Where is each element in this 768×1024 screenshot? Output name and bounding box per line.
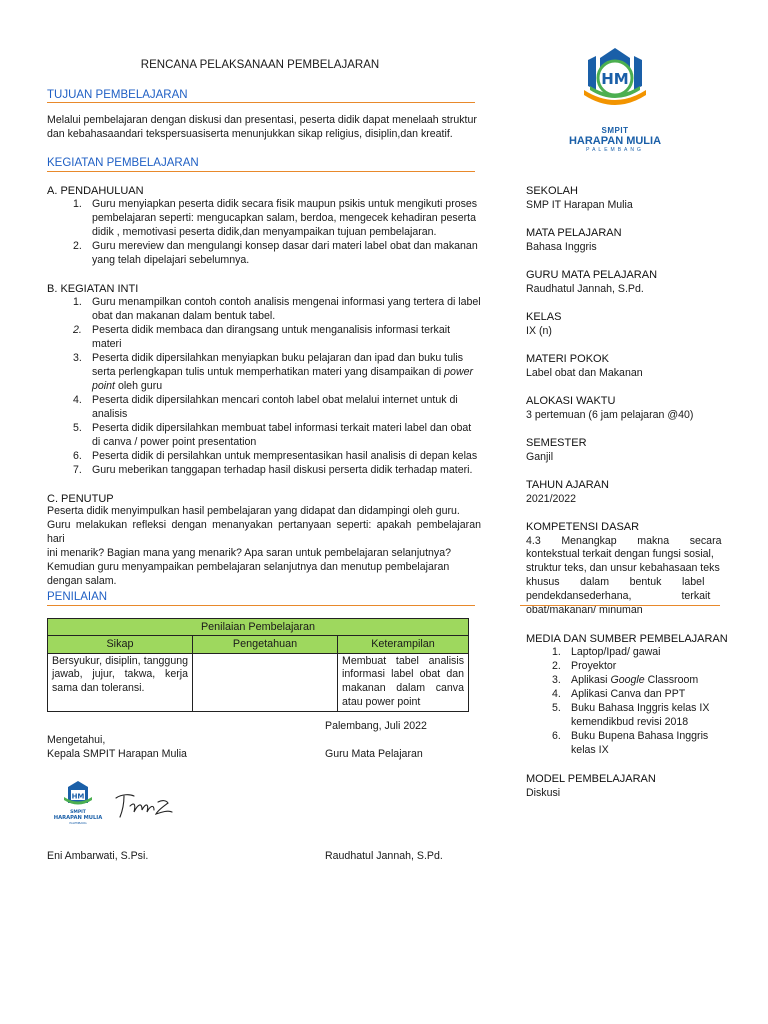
info-kelas: KELAS IX (n) bbox=[526, 311, 562, 337]
svg-text:HM: HM bbox=[71, 792, 85, 801]
section-heading-tujuan: TUJUAN PEMBELAJARAN bbox=[47, 89, 188, 101]
info-alokasi-waktu: ALOKASI WAKTU 3 pertemuan (6 jam pelajaran @40) bbox=[526, 395, 694, 421]
penutup-line: ini menarik? Bagian mana yang menarik? Apa saran untuk pembelajaran selanjutnya? bbox=[47, 546, 451, 559]
cell-keterampilan: Membuat tabel analisis informasi label obat dan makanan dalam canva atau power point bbox=[338, 653, 469, 712]
list-item: 2. Peserta didik membaca dan dirangsang untuk menganalisis informasi terkait materi bbox=[73, 323, 451, 350]
school-logo bbox=[570, 46, 660, 138]
place-date: Palembang, Juli 2022 bbox=[325, 720, 427, 732]
school-stamp-logo bbox=[50, 778, 106, 826]
subheading-penutup: C. PENUTUP bbox=[47, 493, 114, 505]
cell-sikap: Bersyukur, disiplin, tanggung jawab, jujur, takwa, kerja sama dan toleransi. bbox=[48, 653, 193, 712]
list-item: 4. Aplikasi Canva dan PPT bbox=[552, 687, 686, 700]
section-rule bbox=[47, 171, 475, 172]
list-item: 6. Peserta didik di persilahkan untuk mempresentasikan hasil analisis di depan kelas bbox=[73, 449, 478, 462]
list-item: 1. Guru menampilkan contoh contoh analisis mengenai informasi yang tertera di label obat dan makanan dalam bentuk tabel. bbox=[73, 296, 481, 322]
model-pembelajaran: MODEL PEMBELAJARAN Diskusi bbox=[526, 773, 656, 799]
info-mata-pelajaran: MATA PELAJARAN Bahasa Inggris bbox=[526, 227, 622, 253]
guru-role: Guru Mata Pelajaran bbox=[325, 748, 423, 760]
kepala-name: Eni Ambarwati, S.Psi. bbox=[47, 850, 149, 862]
svg-text:HARAPAN MULIA: HARAPAN MULIA bbox=[53, 815, 103, 821]
penutup-line: Peserta didik menyimpulkan hasil pembelajaran yang didapat dan didampingi oleh guru. bbox=[47, 505, 460, 517]
penutup-line: Guru melakukan refleksi dengan menanyakan pertanyaan seperti: apakah pembelajaran hari bbox=[47, 518, 481, 545]
kegiatan-inti-list bbox=[47, 296, 481, 478]
media-list bbox=[526, 646, 722, 758]
info-sekolah: SEKOLAH SMP IT Harapan Mulia bbox=[526, 185, 633, 211]
column-header-keterampilan: Keterampilan bbox=[338, 636, 469, 653]
list-item: 5. Peserta didik dipersilahkan membuat tabel informasi terkait materi label dan obat di canva / power point presentation bbox=[73, 421, 472, 448]
list-item: 5. Buku Bahasa Inggris kelas IX kemendikbud revisi 2018 bbox=[552, 701, 710, 728]
tujuan-paragraph bbox=[47, 114, 487, 142]
penutup-paragraph bbox=[47, 505, 481, 589]
section-rule bbox=[520, 605, 720, 606]
document-title: RENCANA PELAKSANAAN PEMBELAJARAN bbox=[140, 59, 380, 71]
kepala-role: Kepala SMPIT Harapan Mulia bbox=[47, 748, 187, 760]
list-item: 4. Peserta didik dipersilahkan mencari contoh label obat melalui internet untuk di analisis bbox=[73, 393, 458, 420]
penutup-line: dengan salam. bbox=[47, 574, 117, 587]
list-item: 2. Proyektor bbox=[552, 659, 617, 672]
section-heading-penilaian: PENILAIAN bbox=[47, 591, 108, 603]
guru-name: Raudhatul Jannah, S.Pd. bbox=[325, 850, 443, 862]
svg-text:HM: HM bbox=[601, 70, 629, 88]
column-header-sikap: Sikap bbox=[48, 636, 193, 653]
section-rule bbox=[47, 102, 475, 103]
list-item: 1. Laptop/Ipad/ gawai bbox=[552, 646, 661, 658]
tujuan-line: Melalui pembelajaran dengan diskusi dan presentasi, peserta didik dapat menelaah struktur bbox=[47, 114, 477, 126]
section-rule bbox=[47, 605, 475, 606]
logo-school-name: HARAPAN MULIA bbox=[568, 135, 662, 147]
list-item: 3. Peserta didik dipersilahkan menyiapkan buku pelajaran dan ipad dan buku tulis serta perlengkapan tulis untuk memperhatikan materi yang disampaikan di power point oleh guru bbox=[73, 351, 474, 392]
logo-city: PALEMBANG bbox=[586, 147, 644, 153]
mengetahui-label: Mengetahui, bbox=[47, 734, 106, 746]
cell-pengetahuan bbox=[193, 653, 338, 712]
handwritten-signature bbox=[112, 790, 176, 822]
info-semester: SEMESTER Ganjil bbox=[526, 437, 587, 463]
list-item: 1. Guru menyiapkan peserta didik secara fisik maupun psikis untuk mengikuti proses pembelajaran seperti: mengucapkan salam, berdoa, mengecek kehadiran peserta didik , memotivasi peserta didik,dan menyampaikan tujuan pembelajaran. bbox=[73, 198, 478, 238]
svg-text:PALEMBANG: PALEMBANG bbox=[69, 821, 87, 825]
column-header-pengetahuan: Pengetahuan bbox=[193, 636, 338, 653]
kompetensi-dasar: KOMPETENSI DASAR 4.3 Menangkap makna secara kontekstual terkait dengan fungsi sosial, struktur teks, dan unsur kebahasaan teks khusus dalam bentuk label pendekdansederhana, terkait obat/makanan/ minuman bbox=[526, 521, 722, 617]
list-item: 7. Guru meberikan tanggapan terhadap hasil diskusi perserta didik terhadap materi. bbox=[73, 463, 473, 476]
info-guru: GURU MATA PELAJARAN Raudhatul Jannah, S.Pd. bbox=[526, 269, 658, 295]
subheading-pendahuluan: A. PENDAHULUAN bbox=[47, 185, 144, 197]
tujuan-line: dan kebahasaandari tekspersuasiserta menunjukkan sikap religius, disiplin,dan kreatif. bbox=[47, 127, 453, 140]
list-item: 6. Buku Bupena Bahasa Inggris kelas IX bbox=[552, 729, 709, 756]
pendahuluan-list bbox=[47, 198, 481, 268]
list-item: 2. Guru mereview dan mengulangi konsep dasar dari materi label obat dan makanan yang telah dipelajari sebelumnya. bbox=[73, 239, 478, 266]
svg-text:SMPIT: SMPIT bbox=[70, 810, 86, 815]
table-title: Penilaian Pembelajaran bbox=[48, 619, 469, 636]
section-heading-kegiatan: KEGIATAN PEMBELAJARAN bbox=[47, 157, 199, 169]
media-label: MEDIA DAN SUMBER PEMBELAJARAN bbox=[526, 633, 728, 645]
logo-school-label: SMPIT bbox=[601, 126, 629, 135]
info-column bbox=[526, 184, 722, 520]
subheading-kegiatan-inti: B. KEGIATAN INTI bbox=[47, 283, 139, 295]
penilaian-table bbox=[47, 618, 469, 712]
info-tahun-ajaran: TAHUN AJARAN 2021/2022 bbox=[526, 479, 609, 505]
penutup-line: Kemudian guru menyampaikan pembelajaran selanjutnya dan menutup pembelajaran bbox=[47, 560, 450, 573]
info-materi-pokok: MATERI POKOK Label obat dan Makanan bbox=[526, 353, 643, 379]
list-item: 3. Aplikasi Google Classroom bbox=[552, 673, 699, 686]
